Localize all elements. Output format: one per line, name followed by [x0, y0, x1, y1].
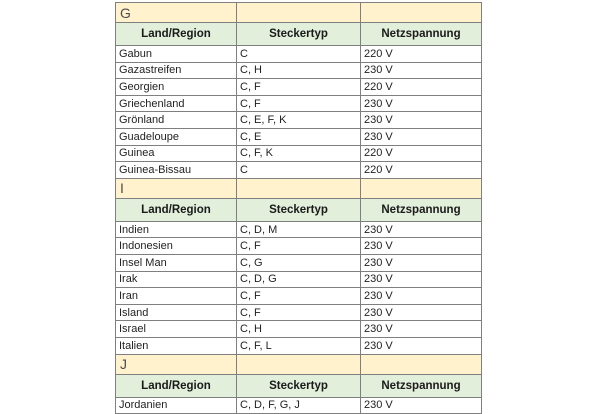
country-cell: Indonesien [116, 238, 237, 255]
column-header: Netzspannung [361, 198, 482, 221]
plugtype-cell: C [237, 162, 361, 179]
country-cell: Guinea-Bissau [116, 162, 237, 179]
column-header: Land/Region [116, 374, 237, 397]
country-cell: Griechenland [116, 95, 237, 112]
table-row [116, 321, 482, 338]
table-row [116, 288, 482, 305]
column-header: Land/Region [116, 23, 237, 46]
plugtype-cell: C, E [237, 128, 361, 145]
plugtype-cell: C, F, K [237, 145, 361, 162]
table-row [116, 337, 482, 354]
voltage-cell: 230 V [361, 337, 482, 354]
column-header-row [116, 374, 482, 397]
country-cell: Island [116, 304, 237, 321]
table-row [116, 162, 482, 179]
section-empty-cell [237, 3, 361, 23]
plugtype-cell: C, F [237, 238, 361, 255]
table-row [116, 112, 482, 129]
country-cell: Insel Man [116, 254, 237, 271]
plugtype-cell: C, E, F, K [237, 112, 361, 129]
table-row [116, 238, 482, 255]
country-cell: Guadeloupe [116, 128, 237, 145]
country-cell: Irak [116, 271, 237, 288]
voltage-cell: 220 V [361, 46, 482, 63]
section-row-g [116, 3, 482, 23]
voltage-cell: 230 V [361, 238, 482, 255]
section-row-i [116, 178, 482, 198]
country-cell: Grönland [116, 112, 237, 129]
voltage-cell: 230 V [361, 95, 482, 112]
country-cell: Jordanien [116, 397, 237, 414]
table-row [116, 397, 482, 414]
country-cell: Iran [116, 288, 237, 305]
table-row [116, 221, 482, 238]
table-row [116, 95, 482, 112]
page [115, 2, 482, 414]
plugtype-cell: C, F [237, 79, 361, 96]
column-header: Netzspannung [361, 23, 482, 46]
table-row [116, 271, 482, 288]
voltage-cell: 230 V [361, 128, 482, 145]
section-empty-cell [237, 354, 361, 374]
table-row [116, 304, 482, 321]
voltage-cell: 230 V [361, 397, 482, 414]
country-cell: Georgien [116, 79, 237, 96]
plugtype-cell: C, F [237, 95, 361, 112]
section-empty-cell [361, 354, 482, 374]
plugtype-cell: C, H [237, 321, 361, 338]
table-row [116, 79, 482, 96]
voltage-cell: 230 V [361, 288, 482, 305]
table-row [116, 46, 482, 63]
table-row [116, 62, 482, 79]
voltage-cell: 230 V [361, 62, 482, 79]
plugtype-cell: C, H [237, 62, 361, 79]
voltage-cell: 220 V [361, 79, 482, 96]
voltage-cell: 230 V [361, 321, 482, 338]
voltage-cell: 220 V [361, 145, 482, 162]
country-cell: Indien [116, 221, 237, 238]
plugtype-cell: C, G [237, 254, 361, 271]
voltage-cell: 230 V [361, 221, 482, 238]
section-letter: J [116, 354, 237, 374]
table-body [116, 3, 482, 414]
country-cell: Gazastreifen [116, 62, 237, 79]
column-header: Steckertyp [237, 198, 361, 221]
voltage-cell: 230 V [361, 271, 482, 288]
column-header: Steckertyp [237, 374, 361, 397]
column-header: Netzspannung [361, 374, 482, 397]
section-letter: G [116, 3, 237, 23]
section-row-j [116, 354, 482, 374]
plugtype-cell: C, F [237, 304, 361, 321]
column-header: Steckertyp [237, 23, 361, 46]
section-letter: I [116, 178, 237, 198]
plugtype-cell: C, F [237, 288, 361, 305]
column-header-row [116, 198, 482, 221]
section-empty-cell [361, 3, 482, 23]
country-cell: Gabun [116, 46, 237, 63]
voltage-cell: 230 V [361, 112, 482, 129]
voltage-cell: 220 V [361, 162, 482, 179]
plug-voltage-table [115, 2, 482, 414]
column-header: Land/Region [116, 198, 237, 221]
table-row [116, 254, 482, 271]
table-row [116, 145, 482, 162]
country-cell: Italien [116, 337, 237, 354]
section-empty-cell [361, 178, 482, 198]
plugtype-cell: C, D, M [237, 221, 361, 238]
section-empty-cell [237, 178, 361, 198]
voltage-cell: 230 V [361, 254, 482, 271]
plugtype-cell: C, D, F, G, J [237, 397, 361, 414]
country-cell: Israel [116, 321, 237, 338]
plugtype-cell: C, D, G [237, 271, 361, 288]
plugtype-cell: C, F, L [237, 337, 361, 354]
plugtype-cell: C [237, 46, 361, 63]
table-row [116, 128, 482, 145]
country-cell: Guinea [116, 145, 237, 162]
column-header-row [116, 23, 482, 46]
voltage-cell: 230 V [361, 304, 482, 321]
